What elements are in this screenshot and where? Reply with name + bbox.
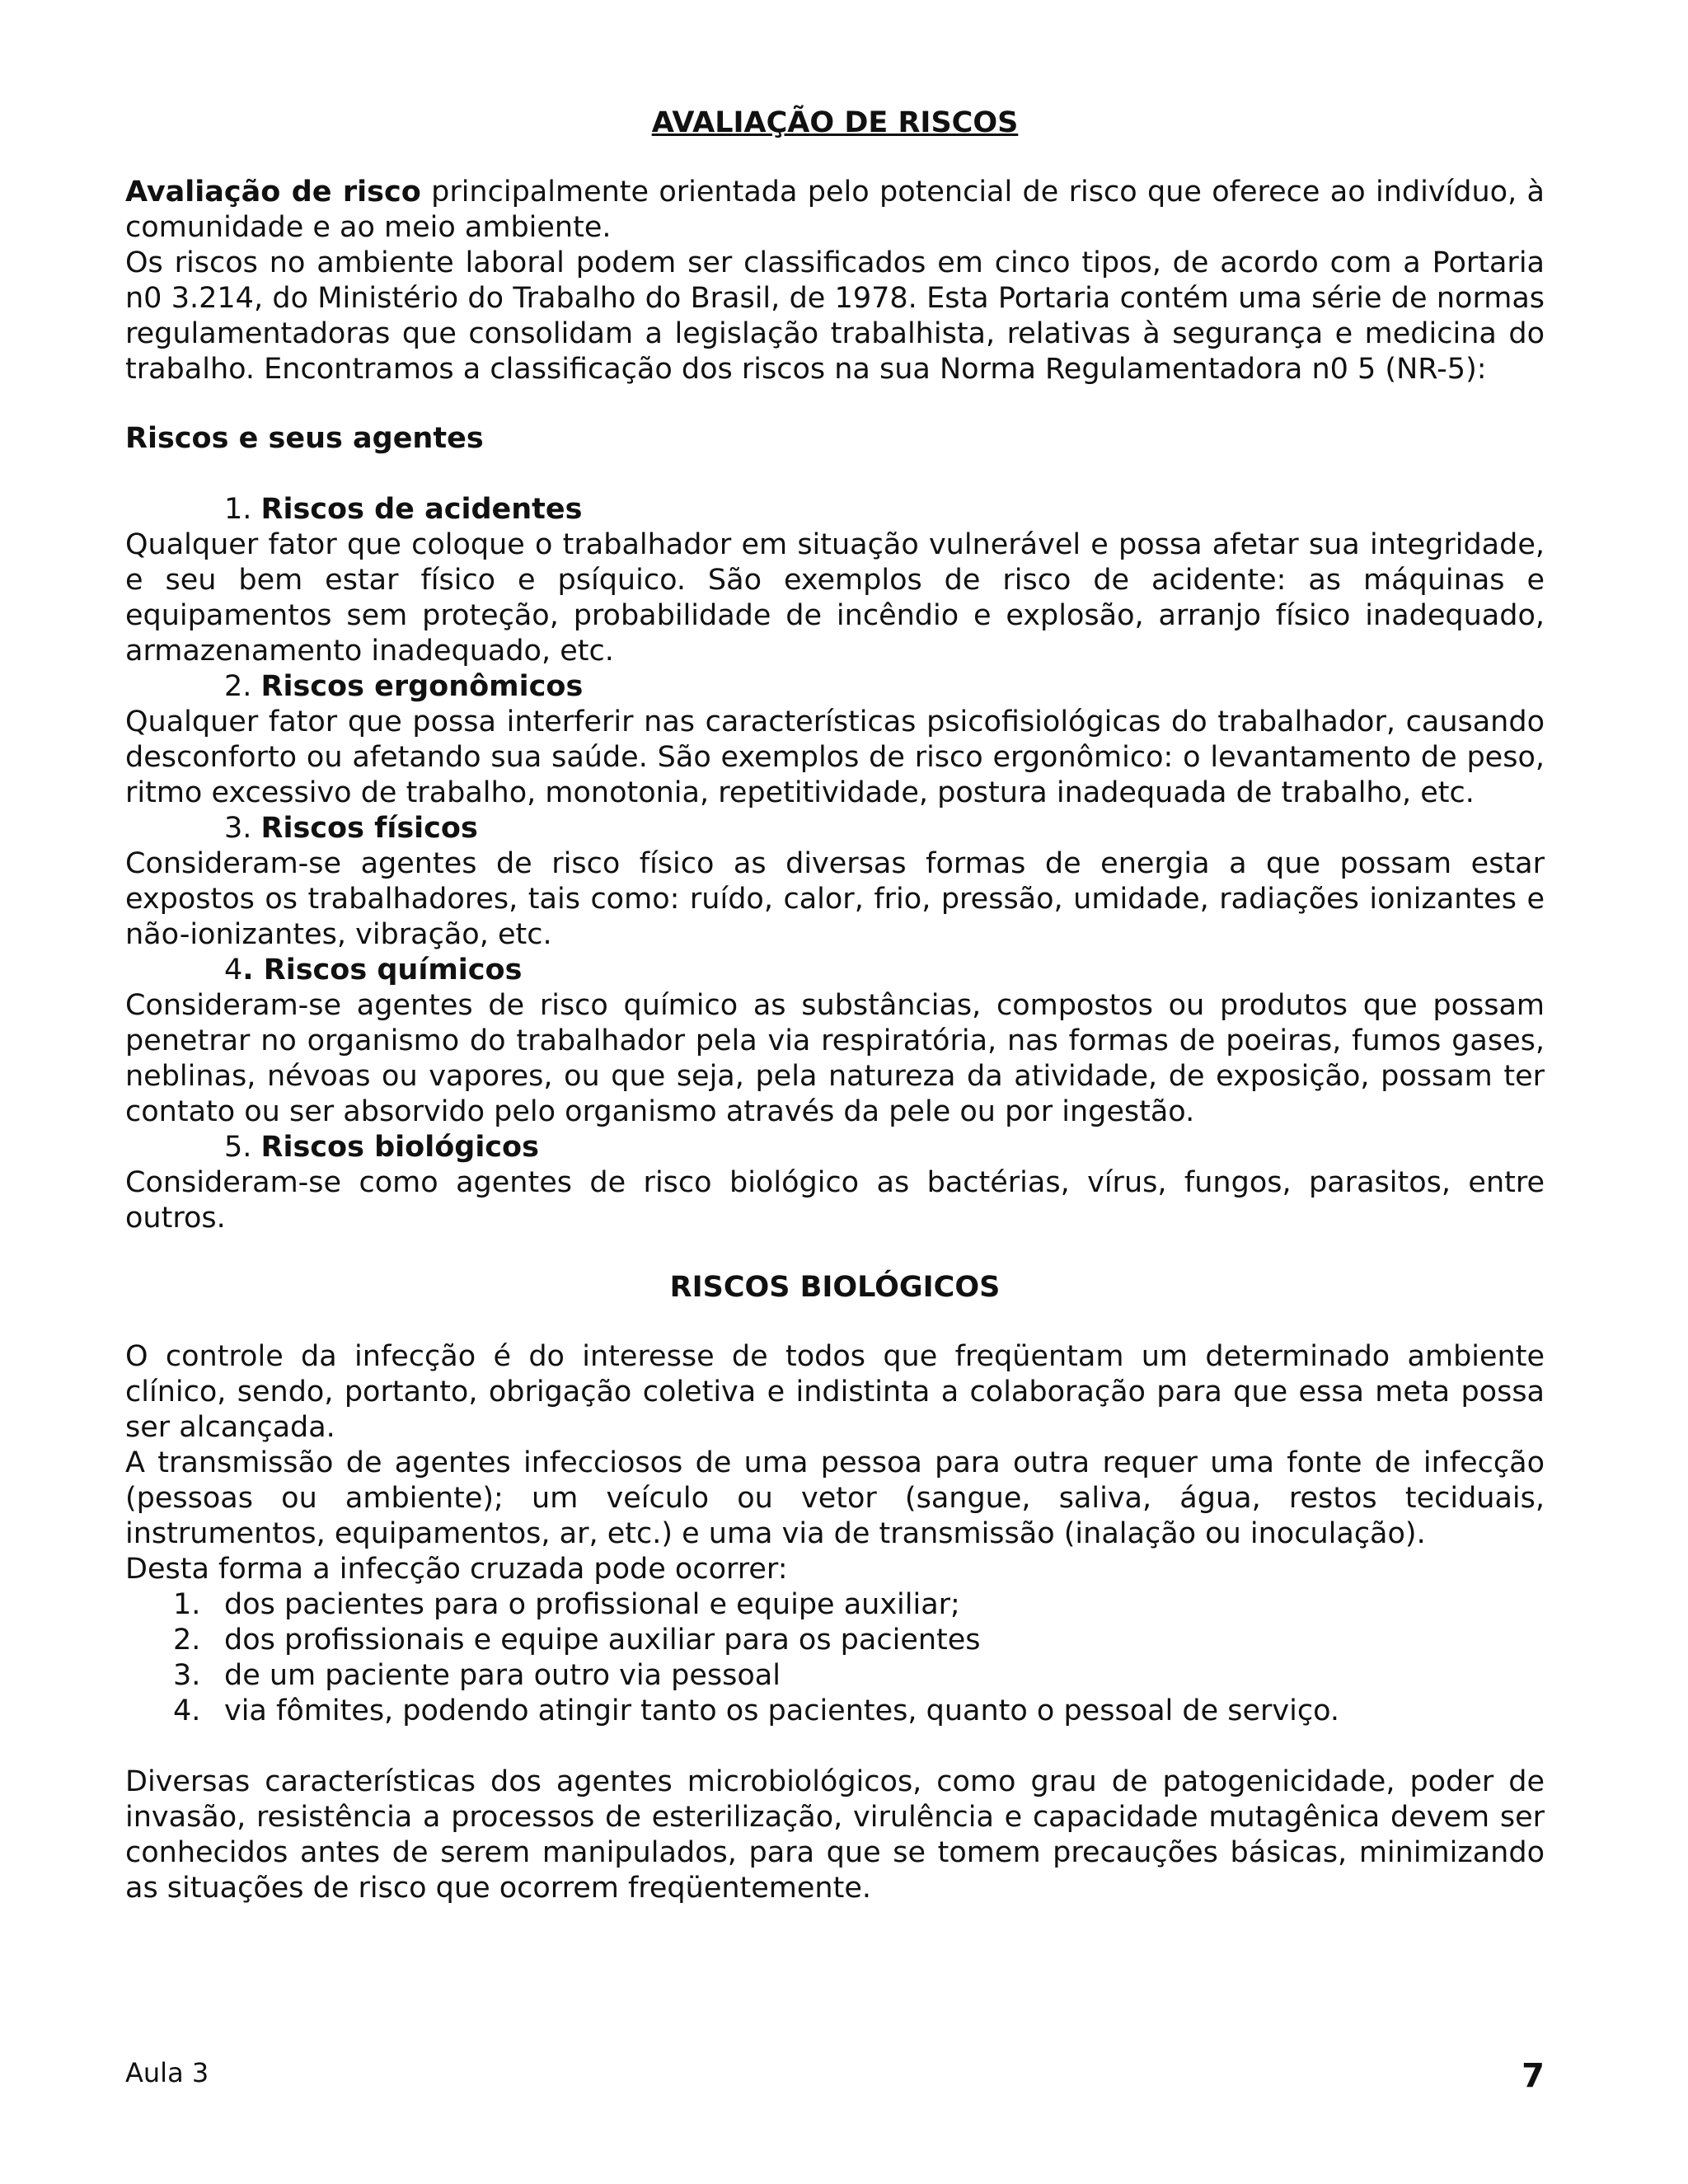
risk-heading-5: 5. Riscos biológicos [224, 1131, 539, 1164]
bio-paragraph-3: Desta forma a infecção cruzada pode ocorrer: [125, 1553, 788, 1586]
intro-paragraph [125, 175, 1545, 246]
list-item: 3. de um paciente para outro via pessoal [173, 1659, 781, 1692]
bio-paragraph-1: O controle da infecção é do interesse de todos que freqüentam um determinado ambiente clínico, sendo, portanto, obrigação coletiva e indistinta a colaboração para que essa meta possa ser alcançada. [125, 1340, 1545, 1444]
agents-heading: Riscos e seus agentes [125, 422, 484, 455]
intro-lead-rest: principalmente orientada pelo potencial de risco que oferece ao indivíduo, à comunidade e ao meio ambiente. [125, 176, 1545, 244]
page-content [125, 105, 1545, 1906]
risk-heading-2: 2. Riscos ergonômicos [224, 670, 584, 703]
bio-paragraph-2: A transmissão de agentes infecciosos de uma pessoa para outra requer uma fonte de infecção (pessoas ou ambiente); um veículo ou vetor (sangue, saliva, água, restos teciduais, instrumentos, equipamentos, ar, etc.) e uma via de transmissão (inalação ou inoculação). [125, 1446, 1545, 1550]
bio-paragraph-4: Diversas características dos agentes microbiológicos, como grau de patogenicidade, poder de invasão, resistência a processos de esterilização, virulência e capacidade mutagênica devem ser conhecidos antes de serem manipulados, para que se tomem precauções básicas, minimizando as situações de risco que ocorrem freqüentemente. [125, 1765, 1545, 1905]
list-item: 1. dos pacientes para o profissional e equipe auxiliar; [173, 1588, 960, 1621]
footer-label: Aula 3 [125, 2057, 209, 2088]
risk-heading-4: 4. Riscos químicos [224, 954, 523, 987]
cross-infection-list [125, 1587, 1545, 1729]
intro-lead: Avaliação de risco [125, 176, 421, 209]
risk-text-2: Qualquer fator que possa interferir nas características psicofisiológicas do trabalhador, causando desconforto ou afetando sua saúde. São exemplos de risco ergonômico: o levantamento de peso, ritmo excessivo de trabalho, monotonia, repetitividade, postura inadequada de trabalho, etc. [125, 705, 1545, 809]
risk-text-1: Qualquer fator que coloque o trabalhador em situação vulnerável e possa afetar sua integridade, e seu bem estar físico e psíquico. São exemplos de risco de acidente: as máquinas e equipamentos sem proteção, probabilidade de incêndio e explosão, arranjo físico inadequado, armazenamento inadequado, etc. [125, 528, 1545, 668]
bio-heading: RISCOS BIOLÓGICOS [669, 1271, 1001, 1304]
risk-text-5: Consideram-se como agentes de risco biológico as bactérias, vírus, fungos, parasitos, entre outros. [125, 1166, 1545, 1235]
list-item: 2. dos profissionais e equipe auxiliar para os pacientes [173, 1624, 981, 1657]
risk-text-4: Consideram-se agentes de risco químico as substâncias, compostos ou produtos que possam penetrar no organismo do trabalhador pela via respiratória, nas formas de poeiras, fumos gases, neblinas, névoas ou vapores, ou que seja, pela natureza da atividade, de exposição, possam ter contato ou ser absorvido pelo organismo através da pele ou por ingestão. [125, 989, 1545, 1128]
risk-heading-1: 1. Riscos de acidentes [224, 493, 583, 526]
intro-paragraph-2: Os riscos no ambiente laboral podem ser classificados em cinco tipos, de acordo com a Portaria n0 3.214, do Ministério do Trabalho do Brasil, de 1978. Esta Portaria contém uma série de normas regulamentadoras que consolidam a legislação trabalhista, relativas à segurança e medicina do trabalho. Encontramos a classificação dos riscos na sua Norma Regulamentadora n0 5 (NR-5): [125, 246, 1545, 386]
page-number: 7 [1522, 2057, 1545, 2095]
spacer [125, 1729, 1545, 1765]
page-title: AVALIAÇÃO DE RISCOS [651, 106, 1019, 139]
risk-heading-3: 3. Riscos físicos [224, 812, 478, 845]
list-item: 4. via fômites, podendo atingir tanto os pacientes, quanto o pessoal de serviço. [173, 1694, 1340, 1727]
risk-text-3: Consideram-se agentes de risco físico as diversas formas de energia a que possam estar expostos os trabalhadores, tais como: ruído, calor, frio, pressão, umidade, radiações ionizantes e não-ionizantes, vibração, etc. [125, 847, 1545, 951]
